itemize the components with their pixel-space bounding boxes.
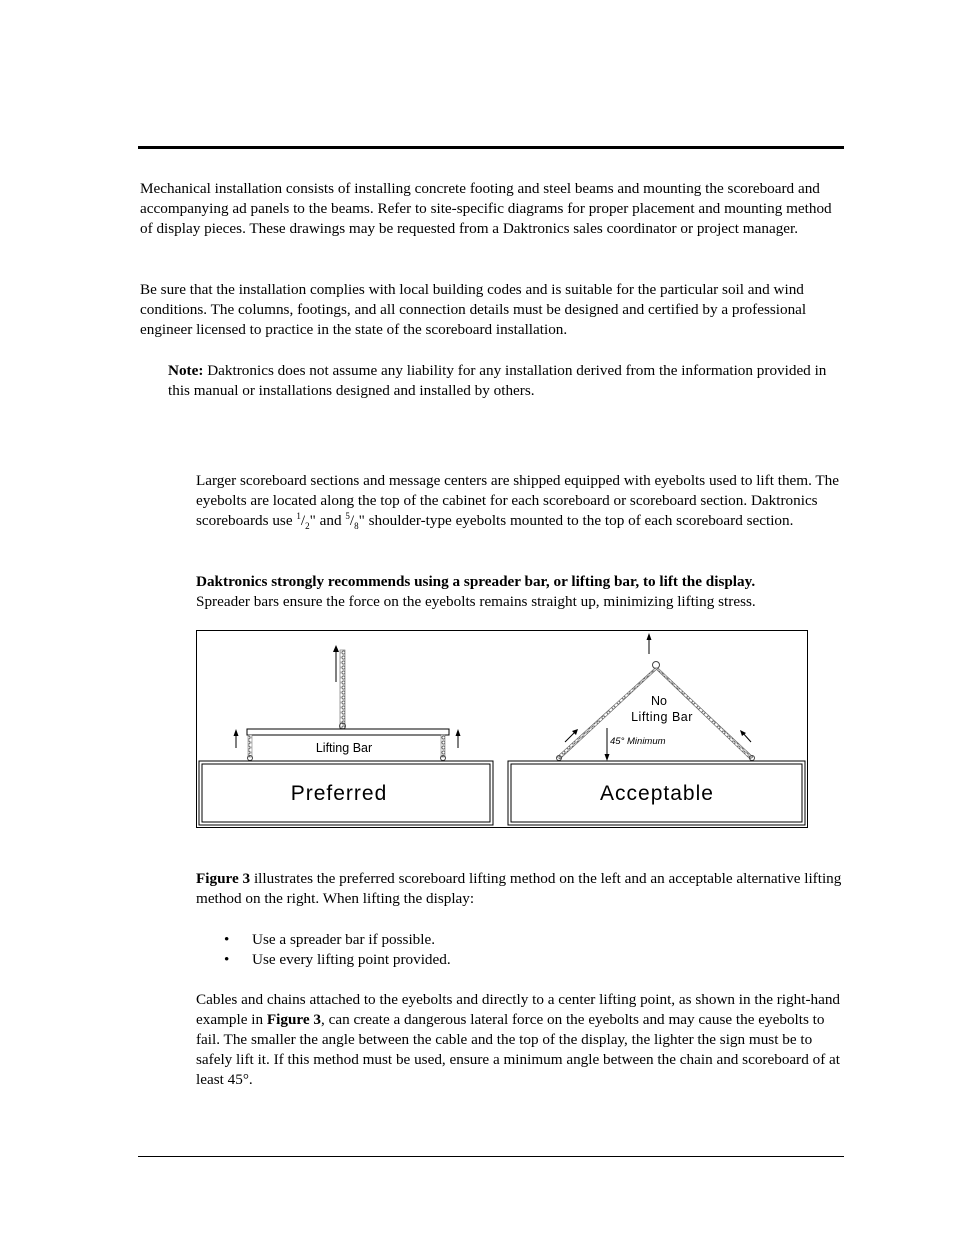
footer-rule (138, 1156, 844, 1157)
bullet-icon: • (224, 951, 230, 968)
acceptable-label: Acceptable (600, 782, 714, 805)
fraction-half-denominator: 2 (305, 521, 310, 532)
center-chain (340, 650, 345, 730)
right-chain (441, 735, 445, 757)
header-rule (138, 146, 844, 149)
lifting-instructions-list (224, 930, 451, 970)
no-label: No (651, 694, 667, 708)
bullet-icon: • (224, 931, 230, 948)
fraction-five-eighths-denominator: 8 (354, 521, 359, 532)
eyebolts-paragraph: Larger scoreboard sections and message centers are shipped equipped with eyebolts used to lift them. The eyebolts are located along the top of the cabinet for each scoreboard or scoreboard section. Daktronics scoreboards use $^1/_2$" and $^5/_8$" shoulder-type eyebolts mounted to the top of each scoreboard section. (196, 472, 840, 532)
lifting-bar-label: Lifting Bar (315, 741, 373, 755)
eyebolts-text-c: " shoulder-type eyebolts mounted to the top of each scoreboard section. (358, 512, 794, 529)
list-item (224, 930, 451, 950)
preferred-label: Preferred (290, 782, 388, 805)
fraction-half-numerator: 1 (296, 510, 301, 521)
figure-reference-2: Figure 3 (266, 1011, 321, 1028)
angle-minimum-label: 45° Minimum (610, 736, 666, 747)
figure-explanation-text: illustrates the preferred scoreboard lifting method on the left and an acceptable alternative lifting method on the right. When lifting the display: (196, 870, 842, 907)
lifting-diagram (196, 630, 808, 828)
figure-explanation-paragraph (196, 869, 846, 909)
lateral-force-paragraph (196, 990, 846, 1090)
intro-paragraph: Mechanical installation consists of installing concrete footing and steel beams and mounting the scoreboard and accompanying ad panels to the beams. Refer to site-specific diagrams for proper placement and mounting method of display pieces. These drawings may be requested from a Daktronics sales coordinator or project manager. (140, 180, 832, 237)
liability-note (168, 361, 848, 401)
spreader-bar-recommendation: Daktronics strongly recommends using a spreader bar, or lifting bar, to lift the display. (196, 573, 756, 590)
list-item (224, 950, 451, 970)
code-compliance-paragraph: Be sure that the installation complies with local building codes and is suitable for the particular soil and wind conditions. The columns, footings, and all connection details must be designed and certified by a professional engineer licensed to practice in the state of the scoreboard installation. (140, 281, 807, 338)
list-item-text: Use a spreader bar if possible. (252, 931, 436, 948)
left-chain (248, 735, 252, 757)
lifting-bar (247, 729, 449, 735)
list-item-text: Use every lifting point provided. (252, 951, 451, 968)
lateral-force-text-b: , can create a dangerous lateral force on the eyebolts and may cause the eyebolts to fail. The smaller the angle between the cable and the top of the display, the lighter the sign must be to safely lift it. If this method must be used, ensure a minimum angle between the chain and scoreboard of at least 45°. (196, 1011, 841, 1088)
no-lifting-bar-label: Lifting Bar (631, 710, 693, 724)
eyebolts-text-a: Larger scoreboard sections and message centers are shipped equipped with eyebolts used to lift them. The eyebolts are located along the top of the cabinet for each scoreboard or scoreboard section. Daktronics scoreboards use (196, 472, 840, 529)
note-text: Daktronics does not assume any liability for any installation derived from the information provided in this manual or installations designed and installed by others. (168, 362, 827, 399)
spreader-bar-paragraph (196, 572, 846, 612)
eyebolts-text-b: " and (309, 512, 346, 529)
note-label: Note: (168, 362, 204, 379)
fraction-five-eighths-numerator: 5 (345, 510, 350, 521)
spreader-bar-text: Spreader bars ensure the force on the eyebolts remains straight up, minimizing lifting stress. (196, 593, 756, 610)
lateral-force-text-a: Cables and chains attached to the eyebolts and directly to a center lifting point, as shown in the right-hand example in (196, 991, 841, 1028)
lifting-figure (196, 630, 808, 828)
figure-reference: Figure 3 (196, 870, 251, 887)
